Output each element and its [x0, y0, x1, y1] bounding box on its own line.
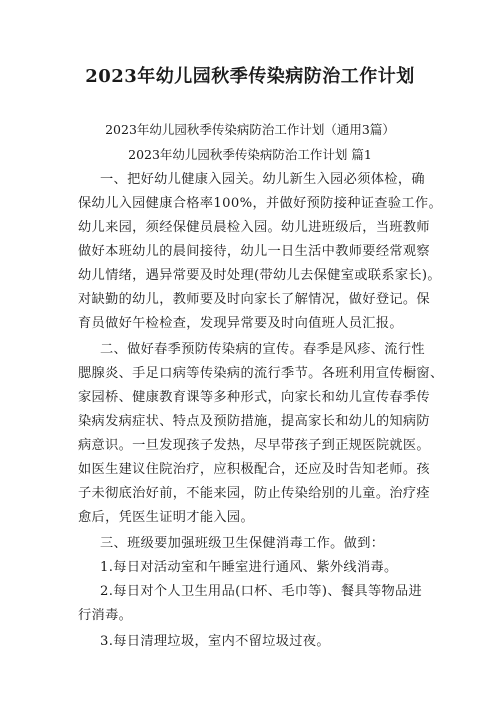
paragraph-line: 行消毒。 — [78, 608, 133, 623]
section-heading: 2023年幼儿园秋季传染病防治工作计划 篇1 — [128, 147, 372, 162]
paragraph-line: 做好本班幼儿的晨间接待，幼儿一日生活中教师要经常观察 — [78, 244, 430, 259]
document-subtitle: 2023年幼儿园秋季传染病防治工作计划（通用3篇） — [105, 122, 395, 137]
paragraph-line: 一、把好幼儿健康入园关。幼儿新生入园必须体检，确 — [100, 172, 425, 187]
list-item: 1.每日对活动室和午睡室进行通风、紫外线消毒。 — [100, 560, 398, 575]
paragraph-line: 幼儿来园，须经保健员晨检入园。幼儿进班级后，当班教师 — [78, 220, 430, 235]
paragraph-line: 二、做好春季预防传染病的宣传。春季是风疹、流行性 — [100, 342, 425, 357]
paragraph-line: 如医生建议住院治疗，应积极配合，还应及时告知老师。孩 — [78, 462, 430, 477]
list-item: 3.每日清理垃圾，室内不留垃圾过夜。 — [100, 634, 330, 649]
paragraph-line: 子未彻底治好前，不能来园，防止传染给别的儿童。治疗痊 — [78, 486, 430, 501]
paragraph-line: 愈后，凭医生证明才能入园。 — [78, 510, 254, 525]
paragraph-line: 幼儿情绪，遇异常要及时处理(带幼儿去保健室或联系家长)。 — [78, 268, 441, 283]
paragraph-line: 家园桥、健康教育课等多种形式，向家长和幼儿宣传春季传 — [78, 390, 430, 405]
paragraph-line: 腮腺炎、手足口病等传染病的流行季节。各班利用宣传橱窗、 — [78, 366, 444, 381]
list-item: 2.每日对个人卫生用品(口杯、毛巾等)、餐具等物品进 — [100, 584, 423, 599]
paragraph-line: 保幼儿入园健康合格率100%，并做好预防接种证查验工作。 — [78, 196, 442, 211]
paragraph-line: 三、班级要加强班级卫生保健消毒工作。做到： — [100, 536, 385, 551]
document-title: 2023年幼儿园秋季传染病防治工作计划 — [85, 66, 415, 87]
paragraph-line: 病意识。一旦发现孩子发热，尽早带孩子到正规医院就医。 — [78, 438, 430, 453]
paragraph-line: 对缺勤的幼儿，教师要及时向家长了解情况，做好登记。保 — [78, 292, 430, 307]
paragraph-line: 育员做好午检检查，发现异常要及时向值班人员汇报。 — [78, 316, 403, 331]
paragraph-line: 染病发病症状、特点及预防措施，提高家长和幼儿的知病防 — [78, 414, 430, 429]
